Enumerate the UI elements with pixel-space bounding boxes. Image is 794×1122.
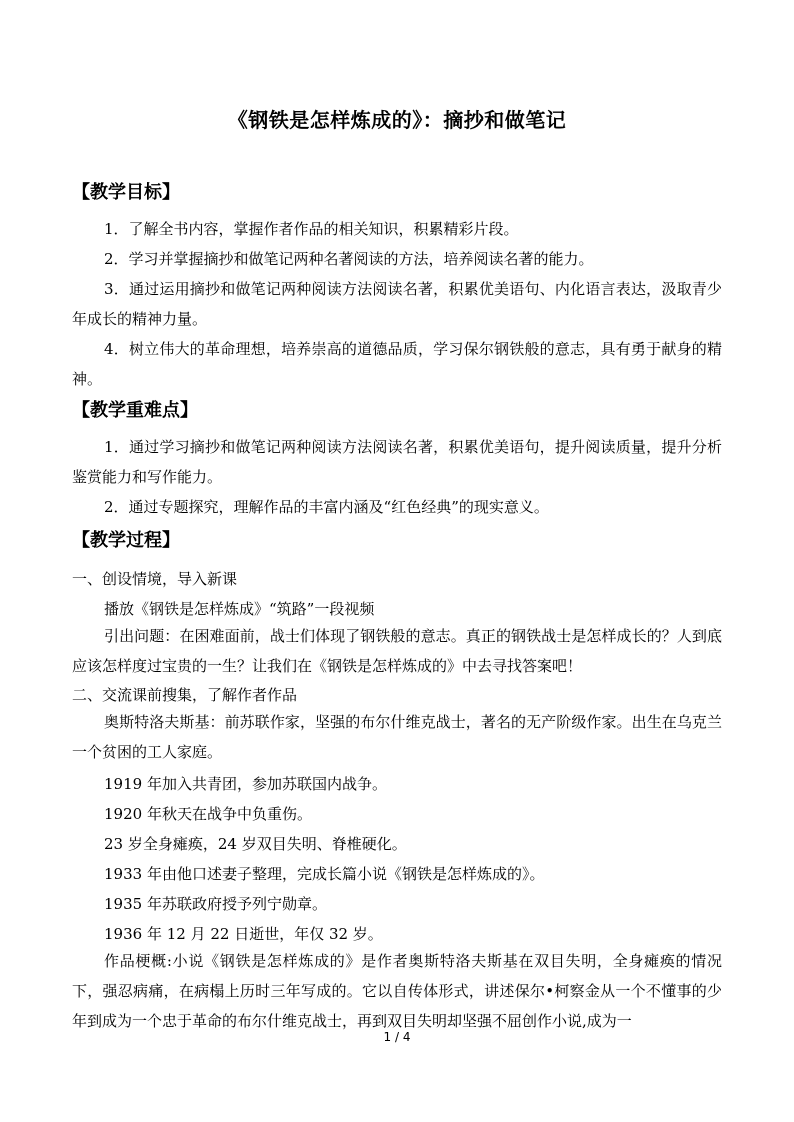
author-paragraph: 奥斯特洛夫斯基：前苏联作家，坚强的布尔什维克战士，著名的无产阶级作家。出生在乌克兰一个贫困的工人家庭。: [72, 713, 722, 761]
goal-item: 1．了解全书内容，掌握作者作品的相关知识，积累精彩片段。: [104, 220, 519, 238]
process-step-title: 二、交流课前搜集，了解作者作品: [72, 686, 298, 704]
goal-item: 4．树立伟大的革命理想，培养崇高的道德品质，学习保尔钢铁般的意志，具有勇于献身的精神。: [72, 340, 722, 388]
timeline-item: 1935 年苏联政府授予列宁勋章。: [104, 895, 327, 913]
process-text: 播放《钢铁是怎样炼成》“筑路”一段视频: [104, 600, 375, 618]
section-heading-goals: 【教学目标】: [72, 182, 180, 203]
timeline-item: 1936 年 12 月 22 日逝世，年仅 32 岁。: [104, 925, 383, 943]
section-heading-key-points: 【教学重难点】: [72, 400, 198, 421]
timeline-item: 1920 年秋天在战争中负重伤。: [104, 805, 312, 823]
goal-item: 3．通过运用摘抄和做笔记两种阅读方法阅读名著，积累优美语句、内化语言表达，汲取青少年成长的精神力量。: [72, 280, 722, 328]
process-paragraph: 引出问题：在困难面前，战士们体现了钢铁般的意志。真正的钢铁战士是怎样成长的？人到底应该怎样度过宝贵的一生？让我们在《钢铁是怎样炼成的》中去寻找答案吧！: [72, 627, 722, 675]
document-title: 《钢铁是怎样炼成的》：摘抄和做笔记: [227, 108, 567, 132]
goal-item: 2．学习并掌握摘抄和做笔记两种名著阅读的方法，培养阅读名著的能力。: [104, 250, 594, 268]
section-heading-process: 【教学过程】: [72, 530, 180, 551]
page-number: 1 / 4: [383, 1030, 411, 1044]
key-point-item: 1．通过学习摘抄和做笔记两种阅读方法阅读名著，积累优美语句，提升阅读质量，提升分析鉴赏能力和写作能力。: [72, 438, 722, 486]
timeline-item: 1919 年加入共青团，参加苏联国内战争。: [104, 775, 387, 793]
process-step-title: 一、创设情境，导入新课: [72, 570, 238, 588]
timeline-item: 1933 年由他口述妻子整理，完成长篇小说《钢铁是怎样炼成的》。: [104, 865, 545, 883]
key-point-item: 2．通过专题探究，理解作品的丰富内涵及“红色经典”的现实意义。: [104, 498, 549, 516]
timeline-item: 23 岁全身瘫痪，24 岁双目失明、脊椎硬化。: [104, 835, 407, 853]
summary-paragraph: 作品梗概:小说《钢铁是怎样炼成的》是作者奥斯特洛夫斯基在双目失明，全身瘫痪的情况下，强忍病痛，在病榻上历时三年写成的。它以自传体形式，讲述保尔•柯察金从一个不懂事的少年到成为一个忠于革命的布尔什维克战士，再到双目失明却坚强不屈创作小说,成为一: [72, 952, 722, 1030]
